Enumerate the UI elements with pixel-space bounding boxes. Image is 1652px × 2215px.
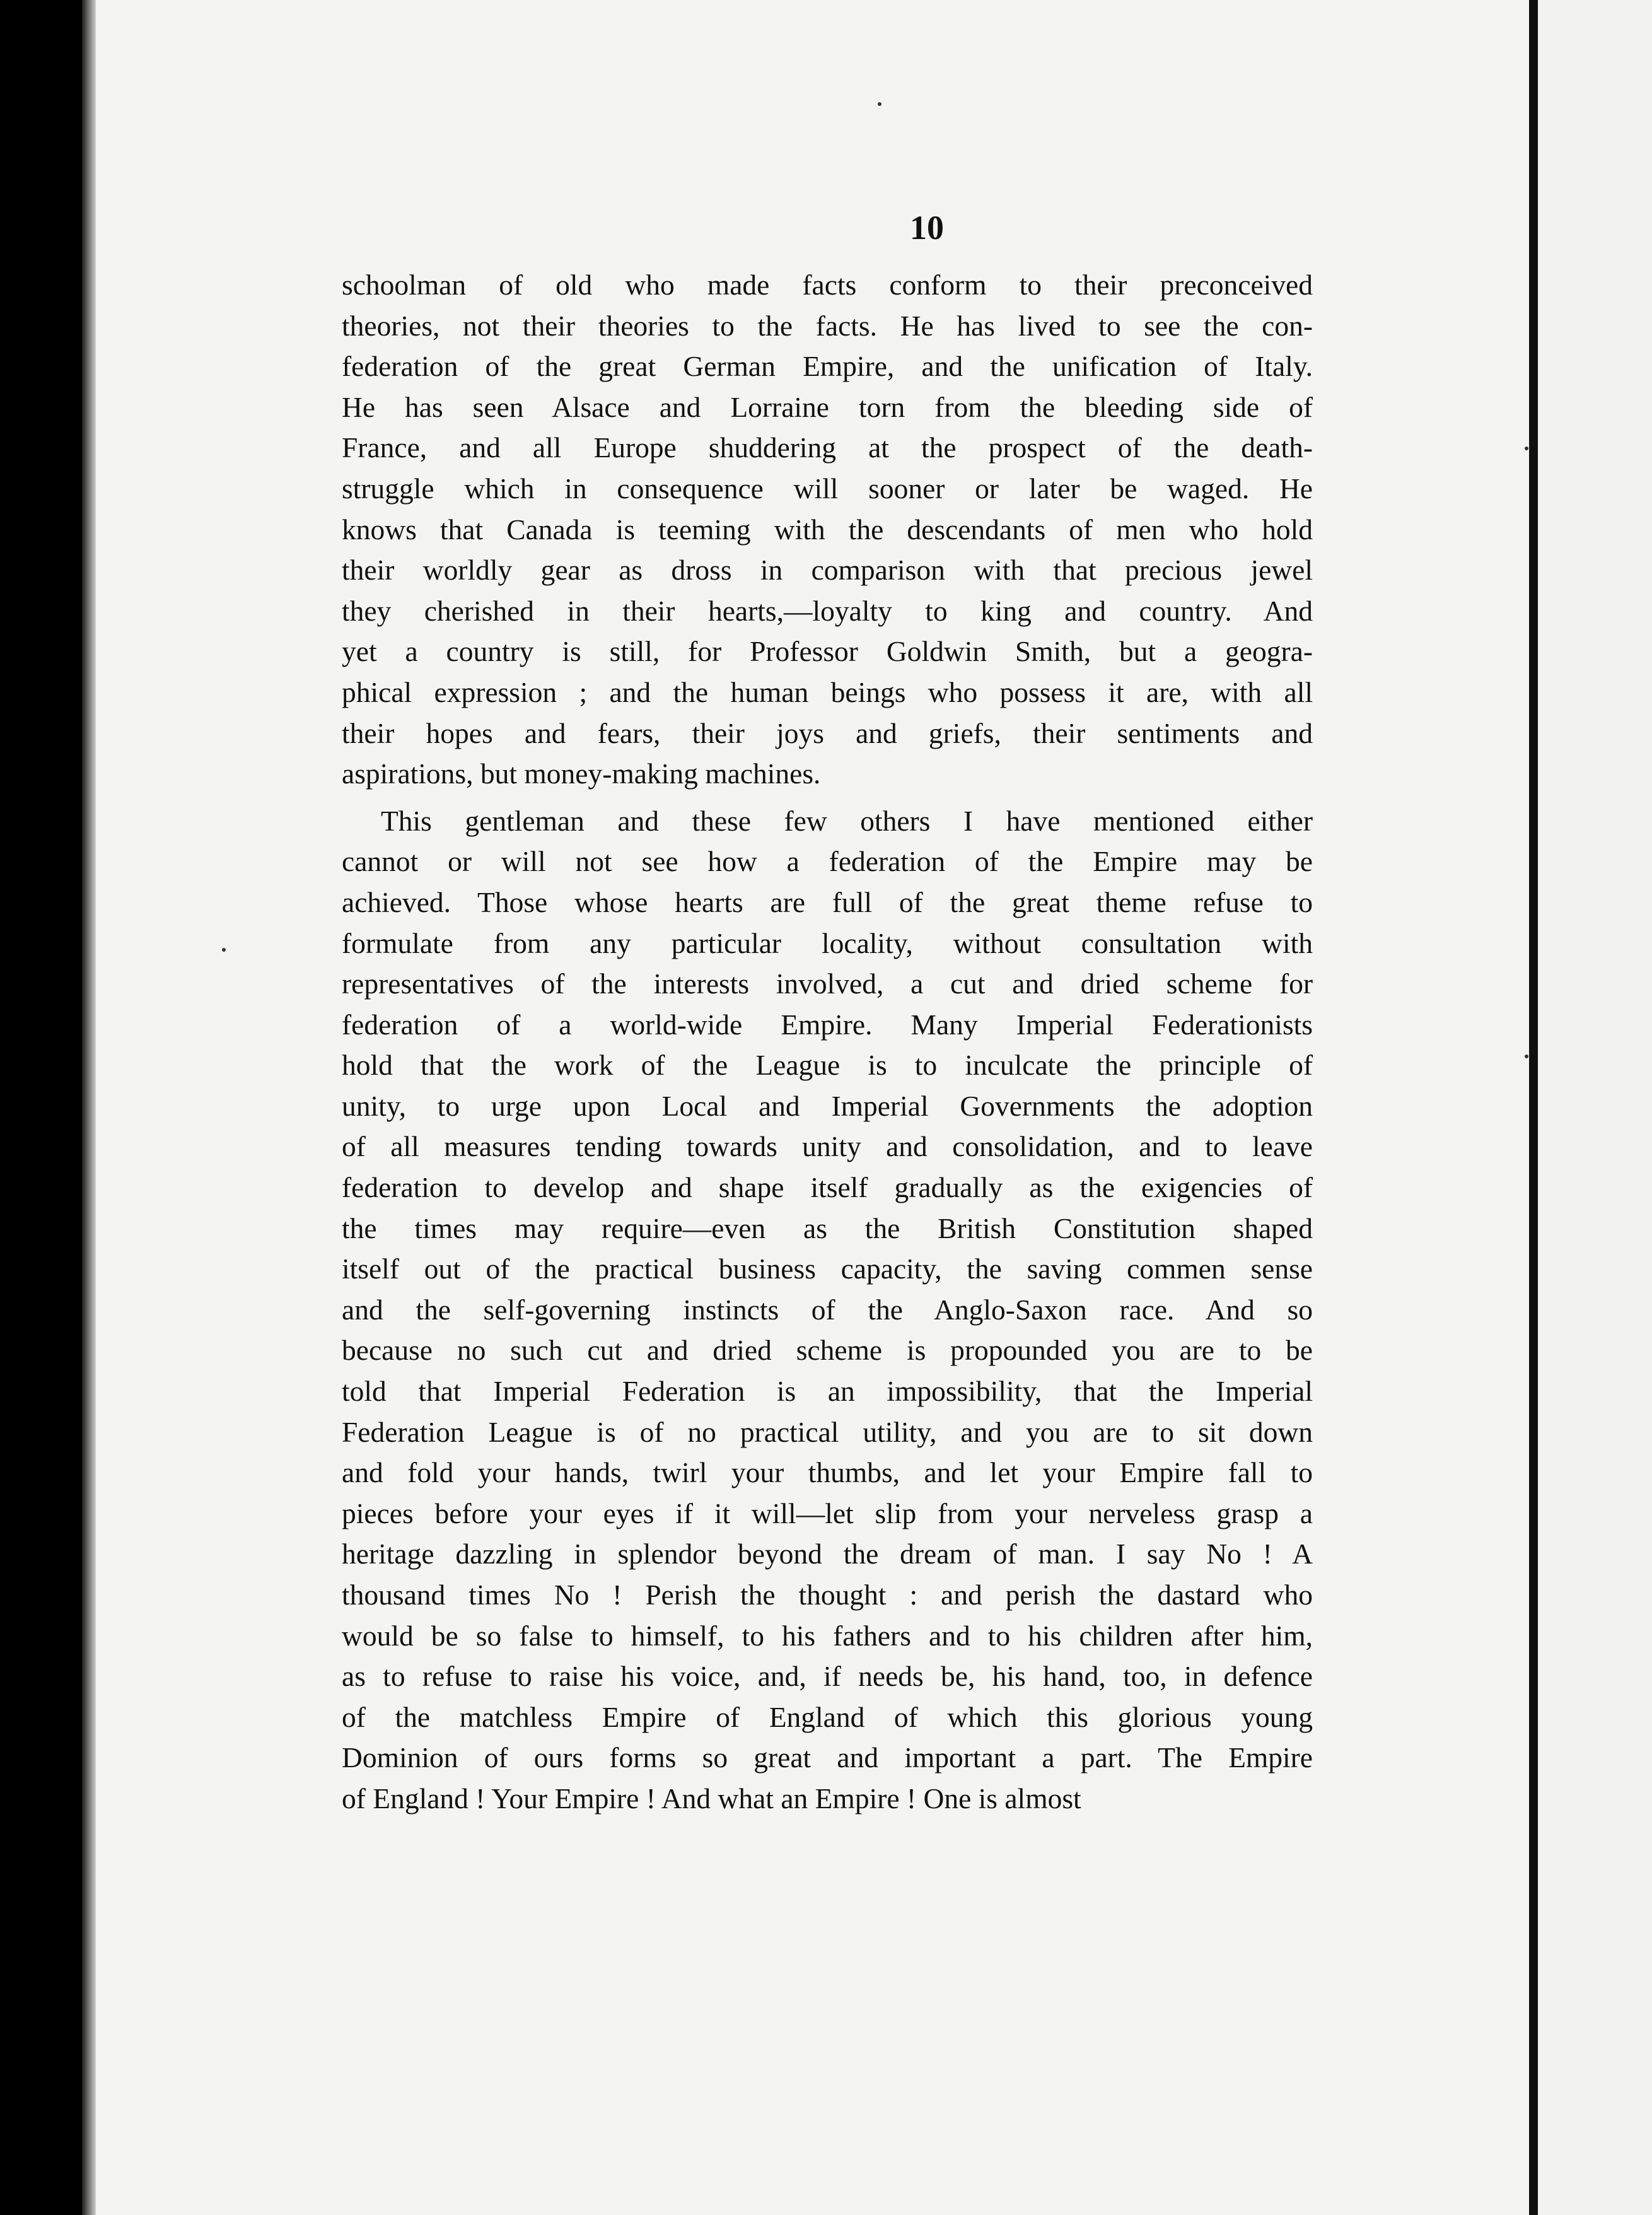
text-line: of England ! Your Empire ! And what an Empire ! One is almost (342, 1782, 1081, 1815)
scan-speck (1525, 1055, 1528, 1058)
text-line: cannot or will not see how a federation of the Empire may be (342, 845, 1313, 878)
scan-speck (878, 102, 881, 106)
text-line: pieces before your eyes if it will—let slip from your nerveless grasp a (342, 1497, 1313, 1529)
page-shadow-left (82, 0, 96, 2215)
text-line: This gentleman and these few others I have mentioned either (381, 804, 1313, 837)
text-line: struggle which in consequence will sooner or later be waged. He (342, 472, 1313, 505)
text-line: schoolman of old who made facts conform to their preconceived (342, 269, 1313, 301)
text-line: yet a country is still, for Professor Goldwin Smith, but a geogra- (342, 635, 1313, 668)
text-line: aspirations, but money-making machines. (342, 757, 821, 790)
text-line: of all measures tending towards unity and consolidation, and to leave (342, 1130, 1313, 1163)
text-line: thousand times No ! Perish the thought : and perish the dastard who (342, 1579, 1313, 1611)
text-line: and fold your hands, twirl your thumbs, and let your Empire fall to (342, 1456, 1313, 1489)
paragraph (342, 801, 1313, 1820)
text-line: their hopes and fears, their joys and griefs, their sentiments and (342, 716, 1313, 749)
text-line: Dominion of ours forms so great and important a part. The Empire (342, 1741, 1313, 1774)
text-line: federation of a world-wide Empire. Many Imperial Federationists (342, 1008, 1313, 1041)
text-line: would be so false to himself, to his fathers and to his children after him, (342, 1619, 1313, 1652)
text-line: achieved. Those whose hearts are full of the great theme refuse to (342, 885, 1313, 918)
text-line: theories, not their theories to the facts. He has lived to see the con- (342, 309, 1313, 342)
adjacent-page-edge (1538, 0, 1652, 2215)
text-line: federation to develop and shape itself gradually as the exigencies of (342, 1171, 1313, 1204)
paragraph-gap (342, 795, 1313, 801)
scan-speck (1525, 447, 1528, 450)
text-line: as to refuse to raise his voice, and, if needs be, his hand, too, in defence (342, 1660, 1313, 1693)
text-line: phical expression ; and the human beings who possess it are, with all (342, 675, 1313, 708)
text-line: their worldly gear as dross in comparison with that precious jewel (342, 554, 1313, 587)
text-line: heritage dazzling in splendor beyond the dream of man. I say No ! A (342, 1538, 1313, 1570)
text-line: France, and all Europe shuddering at the prospect of the death- (342, 431, 1313, 464)
text-line: itself out of the practical business capacity, the saving commen sense (342, 1253, 1313, 1285)
text-line: they cherished in their hearts,—loyalty to king and country. And (342, 594, 1313, 627)
text-line: and the self-governing instincts of the Anglo-Saxon race. And so (342, 1293, 1313, 1326)
text-line: because no such cut and dried scheme is propounded you are to be (342, 1334, 1313, 1367)
text-line: hold that the work of the League is to inculcate the principle of (342, 1049, 1313, 1082)
page-number: 10 (910, 209, 944, 247)
text-line: told that Imperial Federation is an impossibility, that the Imperial (342, 1375, 1313, 1408)
text-line: Federation League is of no practical utility, and you are to sit down (342, 1415, 1313, 1448)
book-gutter (1529, 0, 1538, 2215)
text-line: federation of the great German Empire, and the unification of Italy. (342, 350, 1313, 383)
body-text (342, 265, 1313, 1820)
scan-speck (222, 948, 226, 952)
text-line: representatives of the interests involved, a cut and dried scheme for (342, 967, 1313, 1000)
text-line: knows that Canada is teeming with the descendants of men who hold (342, 513, 1313, 546)
paragraph (342, 265, 1313, 795)
text-line: of the matchless Empire of England of which this glorious young (342, 1700, 1313, 1733)
text-line: formulate from any particular locality, without consultation with (342, 926, 1313, 959)
text-line: unity, to urge upon Local and Imperial Governments the adoption (342, 1089, 1313, 1122)
text-line: the times may require—even as the British Constitution shaped (342, 1212, 1313, 1244)
text-line: He has seen Alsace and Lorraine torn from the bleeding side of (342, 390, 1313, 423)
